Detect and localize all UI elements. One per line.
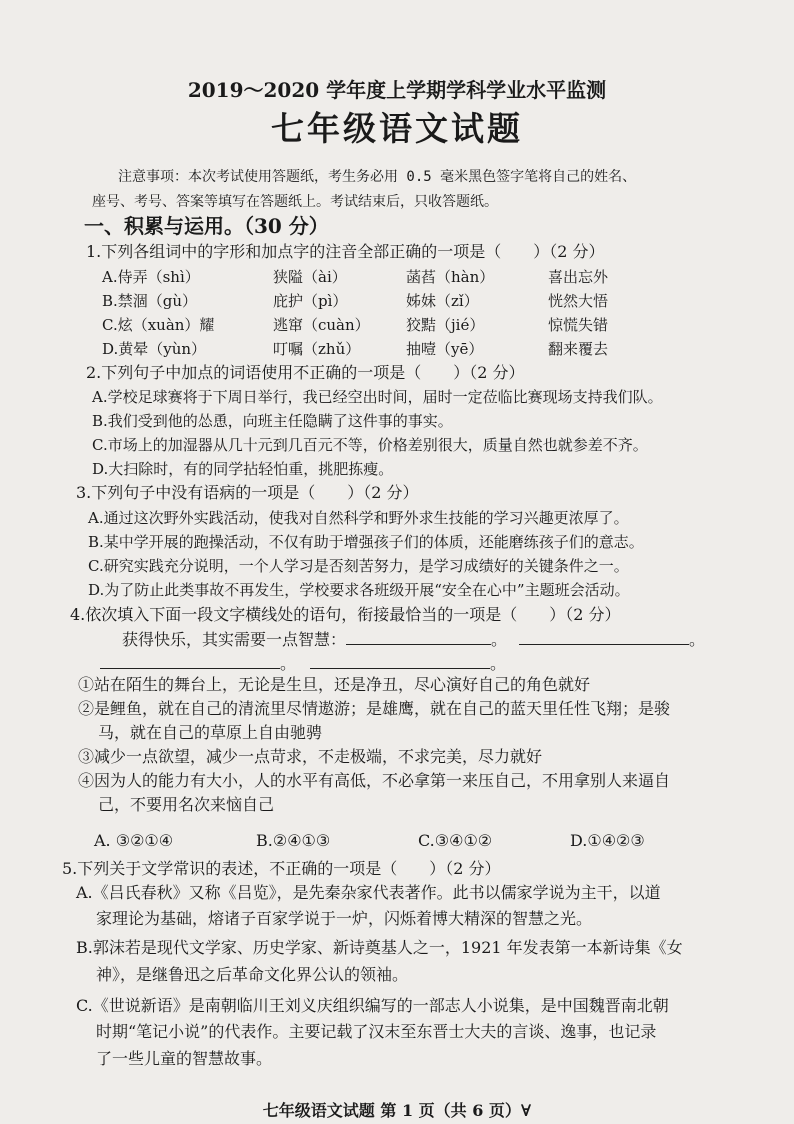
exam-title: 2019～2020 学年度上学期学科学业水平监测 <box>187 78 607 102</box>
q3-option-c: C.研究实践充分说明，一个人学习是否刻苦努力，是学习成绩好的关键条件之一。 <box>88 557 629 575</box>
q4-option-d: D.①④②③ <box>570 831 645 850</box>
q5-option-b-cont: 神》，是继鲁迅之后革命文化界公认的领袖。 <box>96 965 409 984</box>
q1-cell: 抽噎（yē） <box>406 340 484 358</box>
q1-cell: 惊慌失错 <box>548 316 609 334</box>
q1-option-b: B.禁涸（gù） <box>102 292 198 310</box>
q1-option-c: C.炫（xuàn）耀 <box>102 316 215 334</box>
q1-cell: 恍然大悟 <box>548 292 609 310</box>
q1-cell: 姊妹（zǐ） <box>406 292 479 310</box>
q1-cell: 翻来覆去 <box>548 340 609 358</box>
q1-cell: 菡萏（hàn） <box>406 268 495 286</box>
q4-prompt-text: 获得快乐，其实需要一点智慧： <box>122 630 347 649</box>
notice-line-2: 座号、考号、答案等填写在答题纸上。考试结束后，只收答题纸。 <box>92 194 498 210</box>
notice-line-1: 注意事项：本次考试使用答题纸，考生务必用 0.5 毫米黑色签字笔将自己的姓名、 <box>118 169 637 185</box>
q4-prompt: 获得快乐，其实需要一点智慧： 。 。 <box>122 630 706 649</box>
q2-stem: 2.下列句子中加点的词语使用不正确的一项是（ ）（2 分） <box>86 363 525 382</box>
q5-option-c-cont: 时期“笔记小说”的代表作。主要记载了汉末至东晋士大夫的言谈、逸事，也记录 <box>96 1022 657 1041</box>
q1-option-a: A.侍弄（shì） <box>102 268 200 286</box>
q1-stem: 1.下列各组词中的字形和加点字的注音全部正确的一项是（ ）（2 分） <box>86 242 605 261</box>
q4-option-a: A. ③②①④ <box>94 831 174 850</box>
answer-blank <box>346 628 491 645</box>
q1-cell: 狭隘（ài） <box>273 268 347 286</box>
q4-item-1: ①站在陌生的舞台上，无论是生旦，还是净丑，尽心演好自己的角色就好 <box>78 675 591 694</box>
q2-option-d: D.大扫除时，有的同学拈轻怕重，挑肥拣瘦。 <box>92 460 394 478</box>
q5-option-a-cont: 家理论为基础，熔诸子百家学说于一炉，闪烁着博大精深的智慧之光。 <box>96 909 593 928</box>
q4-item-3: ③减少一点欲望，减少一点苛求，不走极端，不求完美，尽力就好 <box>78 747 543 766</box>
q5-option-c: C.《世说新语》是南朝临川王刘义庆组织编写的一部志人小说集，是中国魏晋南北朝 <box>76 996 669 1015</box>
q3-option-d: D.为了防止此类事故不再发生，学校要求各班级开展“安全在心中”主题班会活动。 <box>88 581 630 599</box>
q3-option-a: A.通过这次野外实践活动，使我对自然科学和野外求生技能的学习兴趣更浓厚了。 <box>88 509 629 527</box>
answer-blank <box>100 652 280 669</box>
q4-stem: 4.依次填入下面一段文字横线处的语句，衔接最恰当的一项是（ ）（2 分） <box>70 605 621 624</box>
q1-cell: 喜出忘外 <box>548 268 609 286</box>
q5-stem: 5.下列关于文学常识的表述，不正确的一项是（ ）（2 分） <box>62 859 501 878</box>
answer-blank <box>519 628 689 645</box>
q1-cell: 狡黠（jié） <box>406 316 485 334</box>
q1-cell: 逃窜（cuàn） <box>273 316 370 334</box>
answer-blank <box>310 652 490 669</box>
q4-option-b: B.②④①③ <box>256 831 331 850</box>
q4-item-4: ④因为人的能力有大小，人的水平有高低，不必拿第一来压自己，不用拿别人来逼自 <box>78 771 671 790</box>
subject-title: 七年级语文试题 <box>271 109 523 148</box>
q1-cell: 叮嘱（zhǔ） <box>273 340 361 358</box>
q2-option-b: B.我们受到他的怂恿，向班主任隐瞒了这件事的事实。 <box>92 412 453 430</box>
q5-option-c-cont2: 了一些儿童的智慧故事。 <box>96 1049 273 1068</box>
q4-item-2: ②是鲤鱼，就在自己的清流里尽情遨游；是雄鹰，就在自己的蓝天里任性飞翔；是骏 <box>78 699 671 718</box>
q2-option-c: C.市场上的加湿器从几十元到几百元不等，价格差别很大，质量自然也就参差不齐。 <box>92 436 648 454</box>
q1-cell: 庇护（pì） <box>273 292 348 310</box>
q4-blank-row: 。 。 <box>100 652 506 675</box>
q4-option-c: C.③④①② <box>418 831 493 850</box>
q4-item-4-cont: 己，不要用名次来恼自己 <box>98 795 275 814</box>
q5-option-b: B.郭沫若是现代文学家、历史学家、新诗奠基人之一，1921 年发表第一本新诗集《女 <box>76 938 683 957</box>
q3-option-b: B.某中学开展的跑操活动，不仅有助于增强孩子们的体质，还能磨练孩子们的意志。 <box>88 533 644 551</box>
q3-stem: 3.下列句子中没有语病的一项是（ ）（2 分） <box>76 483 419 502</box>
page-footer: 七年级语文试题 第 1 页（共 6 页）∀ <box>262 1101 532 1120</box>
q1-option-d: D.黄晕（yùn） <box>102 340 207 358</box>
section-1-title: 一、积累与运用。（30 分） <box>84 214 329 238</box>
q2-option-a: A.学校足球赛将于下周日举行，我已经空出时间，届时一定莅临比赛现场支持我们队。 <box>92 388 663 406</box>
q4-item-2-cont: 马，就在自己的草原上自由驰骋 <box>98 723 323 742</box>
q5-option-a: A.《吕氏春秋》又称《吕览》，是先秦杂家代表著作。此书以儒家学说为主干，以道 <box>76 883 661 902</box>
